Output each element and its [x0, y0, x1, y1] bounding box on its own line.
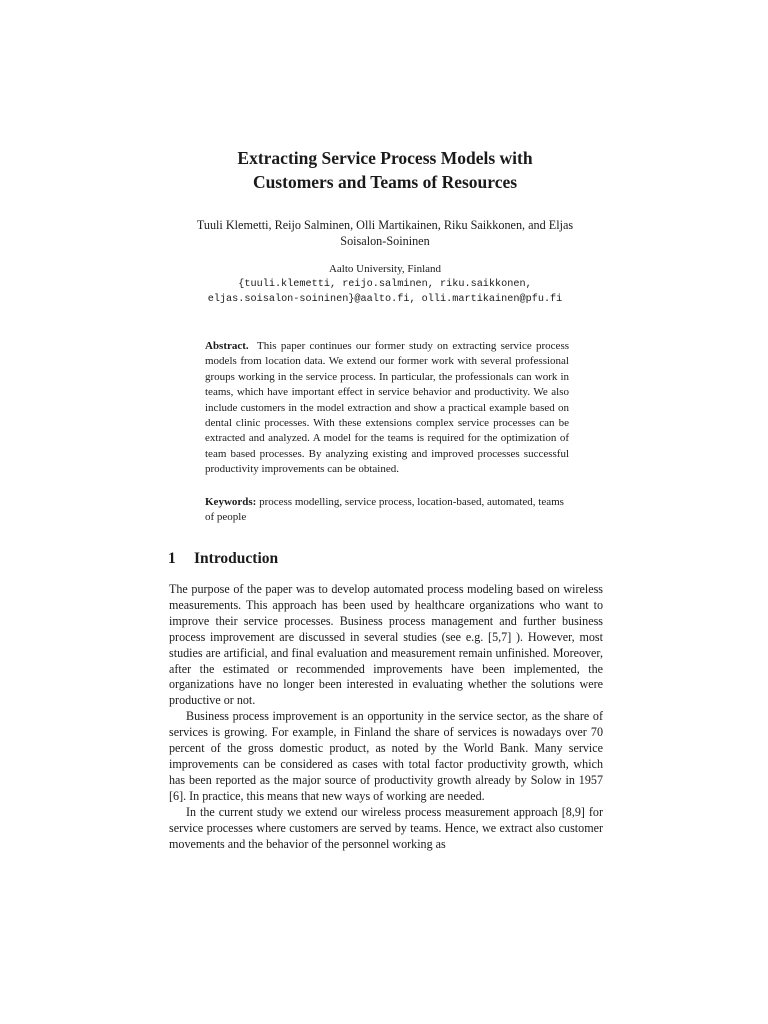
section-body	[169, 582, 603, 852]
body-paragraph: In the current study we extend our wireless process measurement approach [8,9] for service processes where customers are served by teams. Hence, we extract also customer movements and the behavior of the personnel working as	[169, 804, 603, 851]
section-title: Introduction	[194, 550, 279, 567]
paper-title	[120, 146, 650, 194]
keywords-label: Keywords:	[205, 496, 257, 508]
abstract-text: This paper continues our former study on extracting service process models from location data. We extend our former work with several professional groups working in the service process. In particular, the professionals can work in teams, which have important effect in service behavior and productivity. We also include customers in the model extraction and show a practical example based on dental clinic processes. With these extensions complex service processes can be extracted and analyzed. A model for the teams is required for the optimization of team based processes. By analyzing existing and improved processes successful productivity improvements can be obtained.	[205, 340, 570, 476]
author-list	[150, 217, 620, 249]
affiliation-block	[150, 262, 620, 307]
affiliation: Aalto University, Finland	[328, 263, 442, 275]
abstract-paragraph	[205, 339, 569, 478]
authors-line-1: Tuuli Klemetti, Reijo Salminen, Olli Martikainen, Riku Saikkonen, and Eljas	[196, 218, 574, 232]
body-paragraph: The purpose of the paper was to develop automated process modeling based on wireless measurements. This approach has been used by healthcare organizations who want to improve their service processes. Business process management and further business process improvement are discussed in several studies (see e.g. [5,7] ). However, most studies are artificial, and final evaluation and measurement remain unfinished. Moreover, after the estimated or recommended improvements have been implemented, the organizations have no longer been interested in evaluating whether the solutions were productive or not.	[169, 582, 603, 708]
section-number: 1	[168, 550, 176, 567]
abstract	[205, 339, 569, 478]
authors-line-2: Soisalon-Soininen	[340, 234, 430, 248]
title-line-1: Extracting Service Process Models with	[237, 148, 533, 168]
body-paragraph: Business process improvement is an opportunity in the service sector, as the share of services is growing. For example, in Finland the share of services is nowadays over 70 percent of the gross domestic product, as noted by the World Bank. Many service improvements can be considered as cases with total factor productivity growth, which has been reported as the major source of productivity growth already by Solow in 1957 [6]. In practice, this means that new ways of working are needed.	[169, 709, 603, 803]
section-heading	[168, 549, 278, 569]
title-line-2: Customers and Teams of Resources	[252, 172, 518, 192]
keywords	[205, 495, 569, 526]
abstract-label: Abstract.	[205, 340, 249, 352]
emails-line-2: eljas.soisalon-soininen}@aalto.fi, olli.martikainen@pfu.fi	[207, 294, 563, 305]
emails-line-1: {tuuli.klemetti, reijo.salminen, riku.saikkonen,	[238, 279, 532, 290]
keywords-text: process modelling, service process, location-based, automated, teams of people	[205, 496, 564, 524]
